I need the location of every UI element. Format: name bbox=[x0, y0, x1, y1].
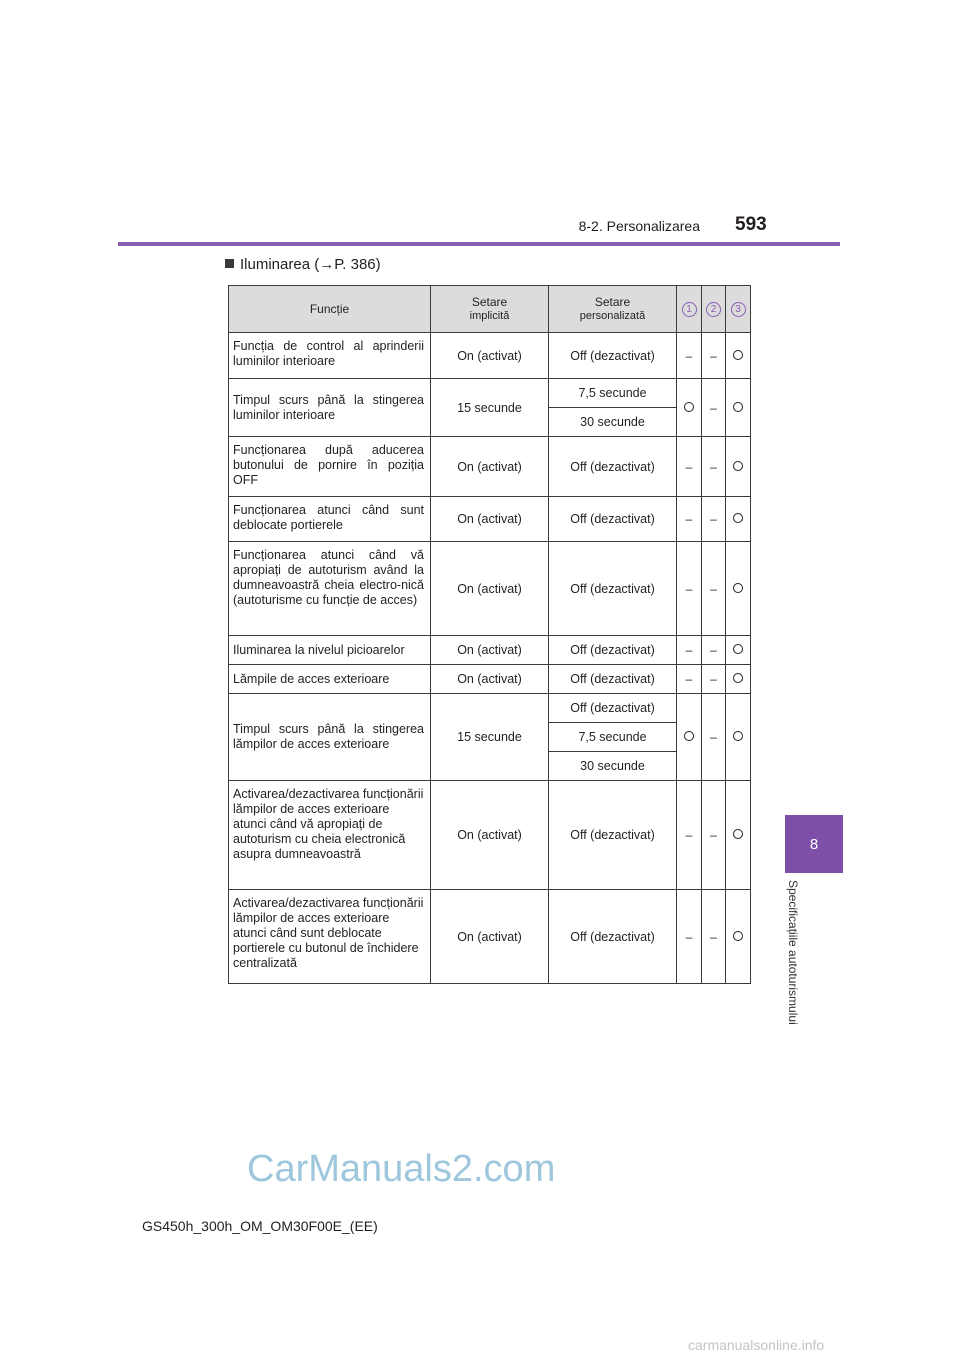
cell-custom: 7,5 secunde bbox=[549, 379, 677, 408]
page-number: 593 bbox=[735, 214, 767, 235]
cell-s1: – bbox=[677, 542, 702, 636]
cell-s2: – bbox=[702, 542, 726, 636]
table-header-row bbox=[229, 286, 751, 333]
cell-function: Funcționarea după aducerea butonului de pornire în poziția OFF bbox=[229, 437, 431, 497]
table-row bbox=[229, 437, 751, 497]
cell-custom: Off (dezactivat) bbox=[549, 890, 677, 984]
cell-function: Funcționarea atunci când vă apropiați de autoturism având la dumneavoastră cheia electro-nică (autoturisme cu funcție de acces) bbox=[229, 542, 431, 636]
col-custom-header: Setare personalizată bbox=[549, 286, 677, 333]
cell-custom: 30 secunde bbox=[549, 752, 677, 781]
col-function-header: Funcție bbox=[229, 286, 431, 333]
cell-s3 bbox=[726, 497, 751, 542]
running-header-section: 8-2. Personalizarea bbox=[578, 218, 700, 234]
circle-mark-icon bbox=[733, 513, 743, 523]
cell-default: On (activat) bbox=[431, 497, 549, 542]
circle-mark-icon bbox=[733, 931, 743, 941]
cell-s2: – bbox=[702, 636, 726, 665]
cell-s1: – bbox=[677, 890, 702, 984]
cell-default: 15 secunde bbox=[431, 379, 549, 437]
cell-s2: – bbox=[702, 781, 726, 890]
table-row bbox=[229, 636, 751, 665]
circle-mark-icon bbox=[733, 461, 743, 471]
cell-s2: – bbox=[702, 694, 726, 781]
cell-s2: – bbox=[702, 890, 726, 984]
chapter-label-vertical bbox=[784, 880, 812, 1050]
chapter-label: Specificațiile autoturismului bbox=[786, 880, 800, 1025]
cell-function: Funcționarea atunci când sunt deblocate portierele bbox=[229, 497, 431, 542]
cell-s3 bbox=[726, 636, 751, 665]
cell-s1: – bbox=[677, 665, 702, 694]
watermark-logo: CarManuals2.com bbox=[247, 1148, 556, 1190]
cell-s1: – bbox=[677, 497, 702, 542]
table-row bbox=[229, 694, 751, 723]
cell-custom: Off (dezactivat) bbox=[549, 542, 677, 636]
cell-custom: Off (dezactivat) bbox=[549, 333, 677, 379]
cell-default: On (activat) bbox=[431, 542, 549, 636]
cell-s3 bbox=[726, 781, 751, 890]
cell-s1 bbox=[677, 379, 702, 437]
cell-custom: Off (dezactivat) bbox=[549, 694, 677, 723]
cell-custom: Off (dezactivat) bbox=[549, 781, 677, 890]
cell-s1 bbox=[677, 694, 702, 781]
circled-3-icon: 3 bbox=[731, 302, 746, 317]
table-row bbox=[229, 665, 751, 694]
col-c2-header bbox=[702, 286, 726, 333]
cell-default: On (activat) bbox=[431, 333, 549, 379]
cell-default: On (activat) bbox=[431, 890, 549, 984]
circle-mark-icon bbox=[733, 829, 743, 839]
cell-s3 bbox=[726, 379, 751, 437]
chapter-number: 8 bbox=[809, 835, 819, 853]
square-bullet-icon bbox=[225, 259, 234, 268]
footer-code: GS450h_300h_OM_OM30F00E_(EE) bbox=[142, 1218, 378, 1234]
cell-function: Funcția de control al aprinderii luminilor interioare bbox=[229, 333, 431, 379]
circled-1-icon: 1 bbox=[682, 302, 697, 317]
cell-s3 bbox=[726, 333, 751, 379]
circle-mark-icon bbox=[733, 350, 743, 360]
customization-table bbox=[228, 285, 751, 984]
cell-s3 bbox=[726, 665, 751, 694]
cell-s1: – bbox=[677, 333, 702, 379]
header-rule bbox=[118, 242, 840, 246]
cell-s2: – bbox=[702, 333, 726, 379]
cell-function: Timpul scurs până la stingerea luminilor interioare bbox=[229, 379, 431, 437]
table-row bbox=[229, 542, 751, 636]
cell-s2: – bbox=[702, 437, 726, 497]
section-title-text: Iluminarea (→P. 386) bbox=[240, 256, 381, 273]
cell-function: Iluminarea la nivelul picioarelor bbox=[229, 636, 431, 665]
circle-mark-icon bbox=[733, 731, 743, 741]
cell-s1: – bbox=[677, 437, 702, 497]
table-row bbox=[229, 497, 751, 542]
col-default-header: Setare implicită bbox=[431, 286, 549, 333]
cell-default: On (activat) bbox=[431, 437, 549, 497]
cell-function: Activarea/dezactivarea funcționării lămpilor de acces exterioare atunci când sunt deblocate portierele cu butonul de închidere centralizată bbox=[229, 890, 431, 984]
cell-custom: Off (dezactivat) bbox=[549, 665, 677, 694]
circle-mark-icon bbox=[684, 402, 694, 412]
cell-function: Timpul scurs până la stingerea lămpilor de acces exterioare bbox=[229, 694, 431, 781]
cell-default: On (activat) bbox=[431, 636, 549, 665]
cell-s2: – bbox=[702, 665, 726, 694]
section-title bbox=[225, 256, 381, 273]
table-row bbox=[229, 333, 751, 379]
cell-custom: Off (dezactivat) bbox=[549, 437, 677, 497]
cell-custom: 30 secunde bbox=[549, 408, 677, 437]
cell-default: On (activat) bbox=[431, 781, 549, 890]
table-row bbox=[229, 890, 751, 984]
cell-s1: – bbox=[677, 781, 702, 890]
cell-s2: – bbox=[702, 379, 726, 437]
cell-s3 bbox=[726, 437, 751, 497]
cell-custom: 7,5 secunde bbox=[549, 723, 677, 752]
cell-function: Activarea/dezactivarea funcționării lămpilor de acces exterioare atunci când vă apropiați de autoturism cu cheia electronică asupra dumneavoastră bbox=[229, 781, 431, 890]
cell-default: On (activat) bbox=[431, 665, 549, 694]
circle-mark-icon bbox=[684, 731, 694, 741]
cell-s3 bbox=[726, 890, 751, 984]
circle-mark-icon bbox=[733, 402, 743, 412]
circled-2-icon: 2 bbox=[706, 302, 721, 317]
cell-s1: – bbox=[677, 636, 702, 665]
cell-custom: Off (dezactivat) bbox=[549, 497, 677, 542]
cell-default: 15 secunde bbox=[431, 694, 549, 781]
cell-custom: Off (dezactivat) bbox=[549, 636, 677, 665]
cell-s3 bbox=[726, 542, 751, 636]
watermark-corner: carmanualsonline.info bbox=[688, 1337, 825, 1353]
col-c1-header bbox=[677, 286, 702, 333]
cell-s2: – bbox=[702, 497, 726, 542]
col-c3-header bbox=[726, 286, 751, 333]
table-row bbox=[229, 781, 751, 890]
circle-mark-icon bbox=[733, 583, 743, 593]
table-row bbox=[229, 379, 751, 408]
cell-function: Lămpile de acces exterioare bbox=[229, 665, 431, 694]
chapter-tab bbox=[785, 815, 843, 873]
circle-mark-icon bbox=[733, 673, 743, 683]
circle-mark-icon bbox=[733, 644, 743, 654]
cell-s3 bbox=[726, 694, 751, 781]
